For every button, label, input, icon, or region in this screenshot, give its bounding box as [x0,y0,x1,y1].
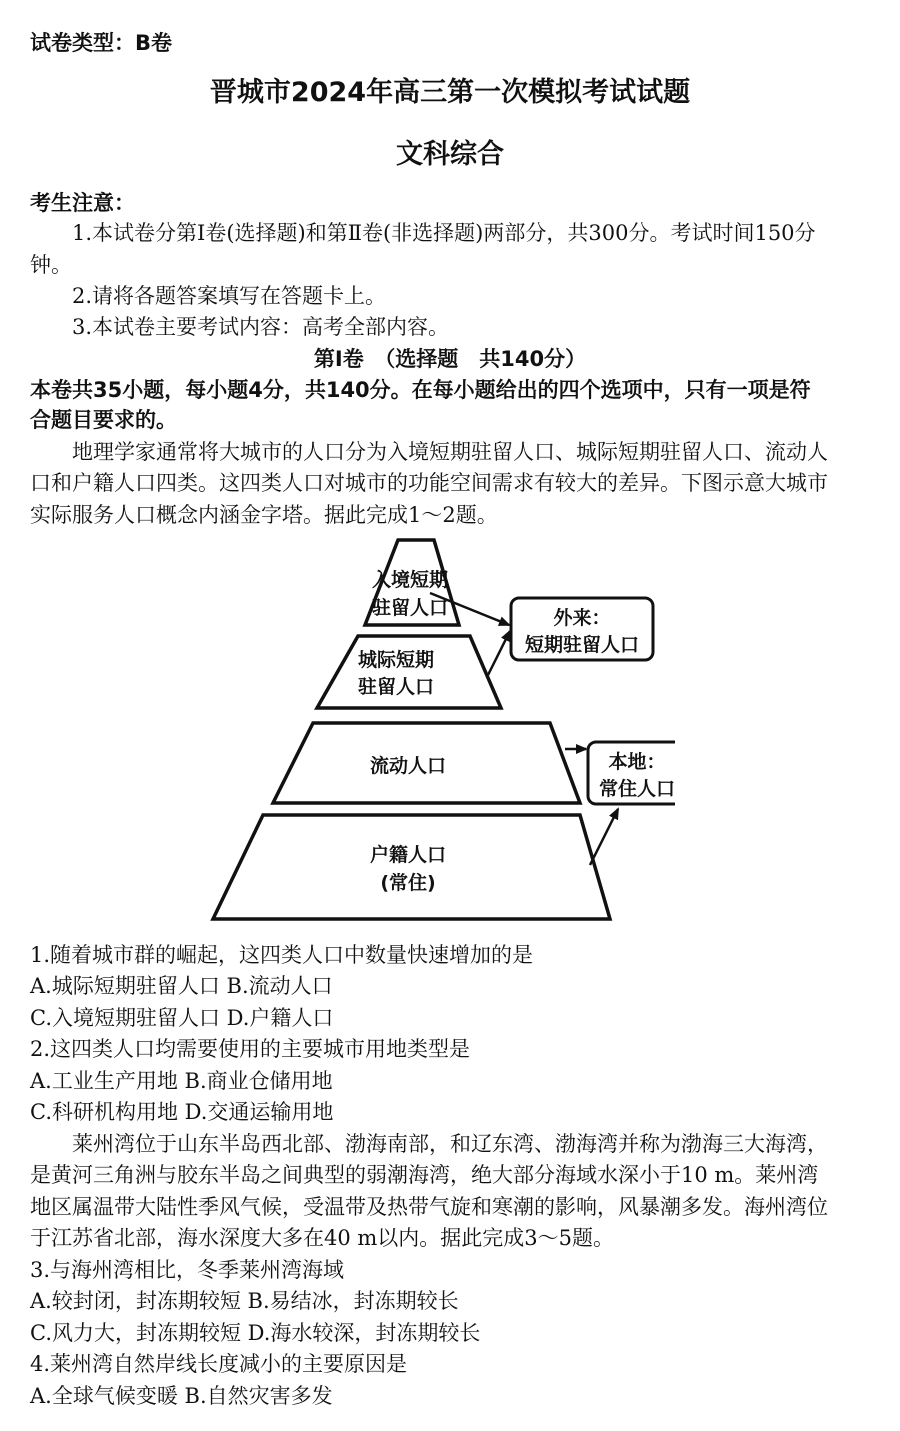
question-1-options: C.入境短期驻留人口 D.户籍人口 [30,1006,334,1030]
passage2-line: 地区属温带大陆性季风气候，受温带及热带气旋和寒潮的影响，风暴潮多发。海州湾位 [30,1195,828,1219]
box-local-label: 本地： [608,751,666,773]
exam-title: 晋城市2024年高三第一次模拟考试试题 [209,77,691,108]
notice-item-3: 3.本试卷主要考试内容：高考全部内容。 [72,315,450,339]
box-outside-label: 短期驻留人口 [524,634,640,656]
notice-item-1-cont: 钟。 [30,253,72,277]
layer3-label: 流动人口 [369,755,447,777]
passage2-line: 于江苏省北部，海水深度大多在40 m以内。据此完成3～5题。 [30,1226,615,1250]
passage2-line: 莱州湾位于山东半岛西北部、渤海南部，和辽东湾、渤海湾并称为渤海三大海湾， [72,1132,828,1156]
section-instruction: 本卷共35小题，每小题4分，共140分。在每小题给出的四个选项中，只有一项是符 [30,378,811,402]
layer2-label: 驻留人口 [357,676,435,698]
question-2-stem: 2.这四类人口均需要使用的主要城市用地类型是 [30,1037,471,1061]
question-1-options: A.城际短期驻留人口 B.流动人口 [30,974,333,998]
layer1-label: 驻留人口 [371,597,449,619]
section-title: 第Ⅰ卷 （选择题 共140分） [313,347,587,371]
passage1-line: 口和户籍人口四类。这四类人口对城市的功能空间需求有较大的差异。下图示意大城市 [30,471,828,495]
box-outside-label: 外来： [553,607,611,629]
question-3-options: C.风力大，封冻期较短 D.海水较深，封冻期较长 [30,1321,481,1345]
passage1-line: 地理学家通常将大城市的人口分为入境短期驻留人口、城际短期驻留人口、流动人 [72,440,828,464]
question-3-stem: 3.与海州湾相比，冬季莱州湾海域 [30,1258,345,1282]
notice-item-1: 1.本试卷分第Ⅰ卷(选择题)和第Ⅱ卷(非选择题)两部分，共300分。考试时间150分 [72,221,816,245]
notice-item-2: 2.请将各题答案填写在答题卡上。 [72,284,387,308]
layer4-label: 户籍人口 [369,844,447,866]
section-instruction-cont: 合题目要求的。 [30,408,177,432]
subject-title: 文科综合 [396,139,504,170]
notice-heading: 考生注意： [30,191,135,215]
layer2-label: 城际短期 [357,649,435,671]
population-pyramid-diagram [205,535,675,930]
question-1-stem: 1.随着城市群的崛起，这四类人口中数量快速增加的是 [30,943,534,967]
question-4-stem: 4.莱州湾自然岸线长度减小的主要原因是 [30,1352,408,1376]
arrow-layer4-to-local [590,809,618,865]
pyramid-layer-4 [213,815,610,919]
layer4-label: (常住) [380,872,436,894]
question-3-options: A.较封闭，封冻期较短 B.易结冰，封冻期较长 [30,1289,459,1313]
box-local-label: 常住人口 [598,778,675,800]
question-4-options: A.全球气候变暖 B.自然灾害多发 [30,1384,333,1408]
arrow-layer2-to-outside [488,631,510,675]
layer1-label: 入境短期 [371,569,449,591]
question-2-options: A.工业生产用地 B.商业仓储用地 [30,1069,333,1093]
passage1-line: 实际服务人口概念内涵金字塔。据此完成1～2题。 [30,503,498,527]
paper-type-label: 试卷类型：B卷 [30,31,173,55]
passage2-line: 是黄河三角洲与胶东半岛之间典型的弱潮海湾，绝大部分海域水深小于10 m。莱州湾 [30,1163,819,1187]
question-2-options: C.科研机构用地 D.交通运输用地 [30,1100,334,1124]
